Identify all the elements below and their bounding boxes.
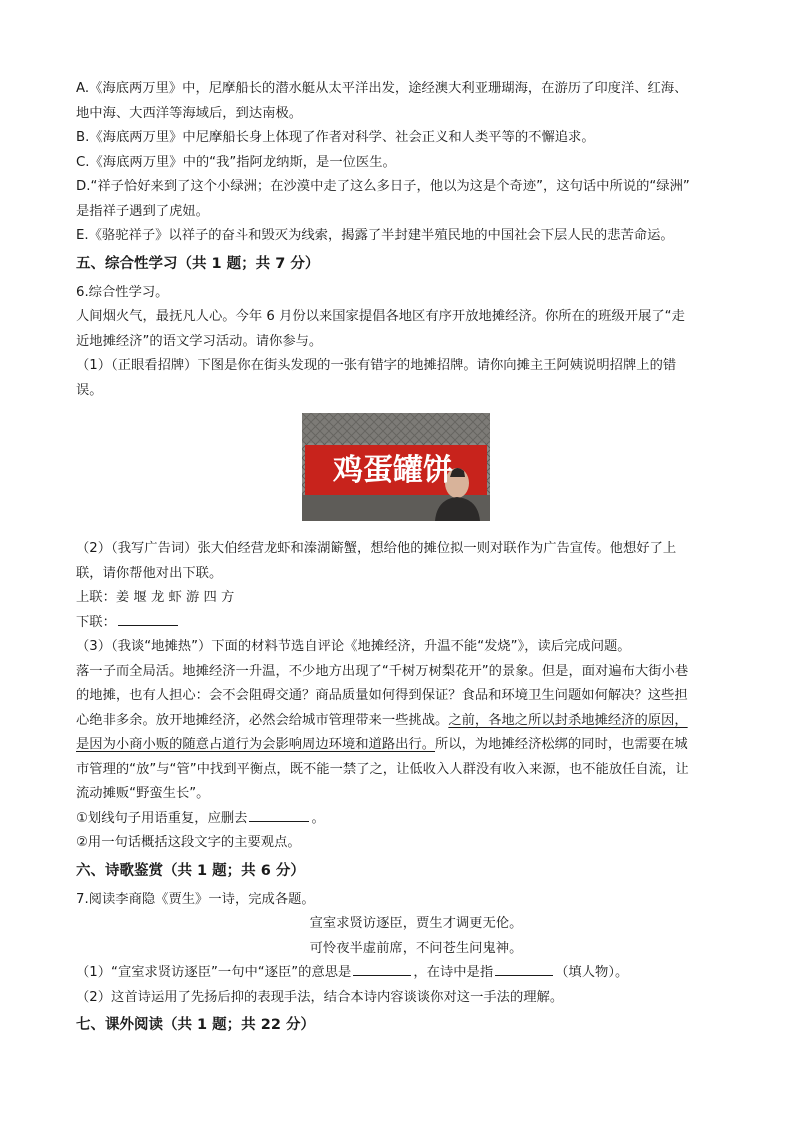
- upper-label: 上联：: [76, 590, 116, 605]
- sub-question-1-text: ①划线句子用语重复，应删去: [76, 810, 248, 826]
- option-d-line2: 是指祥子遇到了虎妞。: [76, 203, 209, 219]
- q7-part1-text-c: （填人物）。: [555, 965, 629, 980]
- stall-sign-photo: [302, 413, 490, 521]
- underlined-sentence-part2: 是因为小商小贩的随意占道行为会影响周边环境和道路出行。: [76, 737, 436, 752]
- material-line4: [76, 733, 726, 758]
- material-line6: 流动摊贩“野蛮生长”。: [76, 786, 210, 801]
- q7-title: 7.阅读李商隐《贾生》一诗，完成各题。: [76, 891, 315, 907]
- q6-part2-line1: （2）（我写广告词）张大伯经营龙虾和溱湖簖蟹，想给他的摊位拟一则对联作为广告宣传。他想好了上: [76, 541, 677, 556]
- section-6-heading: 六、诗歌鉴赏（共 1 题；共 6 分）: [76, 862, 305, 879]
- delete-word-blank[interactable]: [249, 807, 309, 822]
- person-blank[interactable]: [495, 961, 553, 976]
- poem-line2: 可怜夜半虚前席，不问苍生问鬼神。: [309, 940, 523, 956]
- material-line3: [76, 709, 726, 734]
- q6-title: 6.综合性学习。: [76, 284, 169, 300]
- q6-part1-line2: 误。: [76, 382, 103, 398]
- material-line1: 落一子而全局活。地摊经济一升温，不少地方出现了“千树万树梨花开”的景象。但是，面对遍布大街小巷: [76, 663, 689, 679]
- couplet-lower: [76, 611, 726, 636]
- photo-graphic: [302, 413, 490, 521]
- material-line3-plain: 心绝非多余。放开地摊经济，必然会给城市管理带来一些挑战。: [76, 712, 449, 728]
- material-line2: 的地摊，也有人担心：会不会阻碍交通？商品质量如何得到保证？食品和环境卫生问题如何解决？这些担: [76, 688, 688, 703]
- section-7-heading: 七、课外阅读（共 1 题；共 22 分）: [76, 1017, 315, 1033]
- option-d-line1: D.“祥子恰好来到了这个小绿洲；在沙漠中走了这么多日子，他以为这是个奇迹”，这句话中所说的“绿洲”: [76, 179, 690, 194]
- lower-label: 下联：: [76, 614, 116, 630]
- option-a-line1: A.《海底两万里》中，尼摩船长的潜水艇从太平洋出发，途经澳大利亚珊瑚海，在游历了印度洋、红海、: [76, 81, 688, 96]
- lower-answer-blank[interactable]: [118, 611, 178, 626]
- document-page: [76, 77, 726, 1042]
- q6-intro-line1: 人间烟火气，最抚凡人心。今年 6 月份以来国家提倡各地区有序开放地摊经济。你所在的班级开展了“走: [76, 309, 685, 324]
- q7-part1-text-a: （1）“宣室求贤访逐臣”一句中“逐臣”的意思是: [76, 965, 352, 980]
- q7-part2: （2）这首诗运用了先扬后抑的表现手法，结合本诗内容谈谈你对这一手法的理解。: [76, 989, 564, 1005]
- meaning-blank[interactable]: [353, 961, 411, 976]
- option-c: C.《海底两万里》中的“我”指阿龙纳斯，是一位医生。: [76, 154, 396, 170]
- q6-part1-line1: （1）（正眼看招牌）下图是你在街头发现的一张有错字的地摊招牌。请你向摊主王阿姨说明招牌上的错: [76, 358, 677, 373]
- sub-question-1-end: 。: [311, 810, 325, 826]
- upper-text: 姜 堰 龙 虾 游 四 方: [115, 590, 235, 605]
- material-line5: 市管理的“放”与“管”中找到平衡点，既不能一禁了之，让低收入人群没有收入来源，也不能放任自流，让: [76, 761, 689, 777]
- couplet-upper: [76, 586, 726, 611]
- q6-part2-line2: 联，请你帮他对出下联。: [76, 565, 223, 581]
- sub-question-2: ②用一句话概括这段文字的主要观点。: [76, 835, 301, 850]
- q7-part1-text-b: ，在诗中是指: [413, 965, 494, 980]
- material-line4-plain: 所以，为地摊经济松绑的同时，也需要在城: [435, 737, 688, 752]
- underlined-sentence-part1: 之前，各地之所以封杀地摊经济的原因，: [448, 712, 688, 728]
- q7-part1: [76, 961, 726, 986]
- q6-part3: （3）（我谈“地摊热”）下面的材料节选自评论《地摊经济，升温不能“发烧”》，读后完成问题。: [76, 639, 631, 654]
- sign-figure: [76, 411, 726, 533]
- section-5-heading: 五、综合性学习（共 1 题；共 7 分）: [76, 255, 320, 272]
- poem-line1: 宣室求贤访逐臣，贾生才调更无伦。: [309, 916, 523, 931]
- sign-text: 鸡蛋罐饼: [333, 453, 453, 488]
- sub-question-1: [76, 807, 726, 832]
- q6-intro-line2: 近地摊经济”的语文学习活动。请你参与。: [76, 333, 323, 349]
- option-e: E.《骆驼祥子》以祥子的奋斗和毁灭为线索，揭露了半封建半殖民地的中国社会下层人民的悲苦命运。: [76, 228, 674, 243]
- option-a-line2: 地中海、大西洋等海域后，到达南极。: [76, 105, 303, 121]
- option-b: B.《海底两万里》中尼摩船长身上体现了作者对科学、社会正义和人类平等的不懈追求。: [76, 130, 595, 145]
